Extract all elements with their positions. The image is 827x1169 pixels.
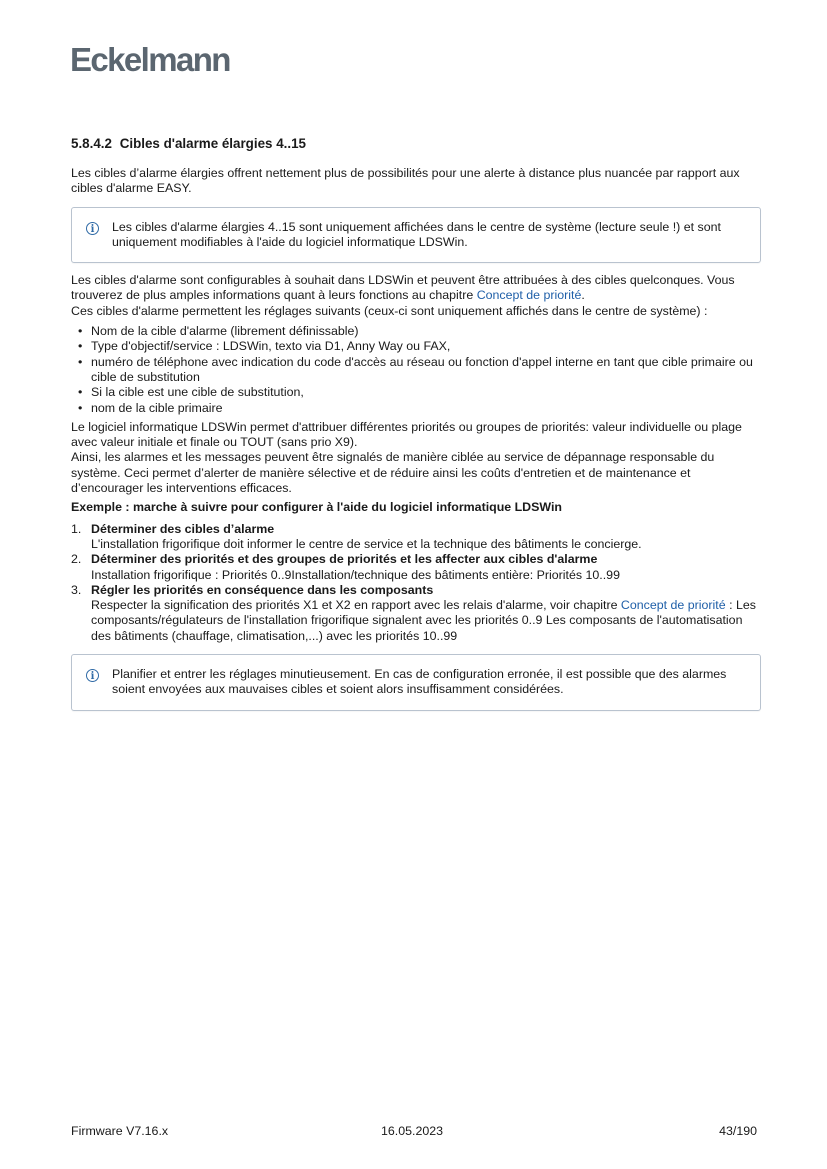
concept-priority-link[interactable]: Concept de priorité — [476, 288, 582, 303]
step-text: L'installation frigorifique doit informer le centre de service et la technique des bâtiments le concierge. — [91, 536, 642, 551]
step-number: 1. — [71, 521, 82, 536]
info-note-text: Les cibles d'alarme élargies 4..15 sont uniquement affichées dans le centre de système (lecture seule !) et sont uniquement modifiables à l'aide du logiciel informatique LDSWin. — [112, 219, 721, 249]
alarms-paragraph: Ainsi, les alarmes et les messages peuvent être signalés de manière ciblée au service de dépannage responsable du système. Ceci permet d’alerter de manière sélective et de réduire ainsi les coûts d'entretien et de maintenance et d’encourager les interventions efficaces. — [71, 450, 715, 496]
warning-note — [71, 654, 761, 711]
step-item — [71, 521, 761, 553]
priorities-paragraph: Le logiciel informatique LDSWin permet d'attribuer différentes priorités ou groupes de priorités: valeur individuelle ou plage avec valeur initiale et finale ou TOUT (sans prio X9). — [71, 419, 742, 450]
step-title: Déterminer des cibles d’alarme — [91, 521, 275, 536]
step-item — [71, 582, 761, 644]
step-title: Déterminer des priorités et des groupes de priorités et les affecter aux cibles d'alarme — [91, 552, 598, 567]
step-text — [91, 598, 761, 644]
step-text: Installation frigorifique : Priorités 0..9Installation/technique des bâtiments entière: Priorités 10..99 — [91, 567, 620, 582]
step-number: 2. — [71, 552, 82, 567]
info-note — [71, 207, 761, 264]
list-item: • Si la cible est une cible de substitution, — [91, 385, 761, 400]
example-heading: Exemple : marche à suivre pour configurer à l'aide du logiciel informatique LDSWin — [71, 500, 562, 515]
section-heading — [71, 136, 761, 152]
list-item: • numéro de téléphone avec indication du code d'accès au réseau ou fonction d'appel interne en tant que cible primaire ou cible de substitution — [91, 355, 761, 386]
config-text: Les cibles d'alarme sont configurables à souhait dans LDSWin et peuvent être attribuées à des cibles quelconques. Vous trouverez de plus amples informations quant à leurs fonctions au chapitre — [71, 273, 735, 303]
eckelmann-logo: Eckelmann — [70, 41, 230, 78]
section-number: 5.8.4.2 — [71, 136, 112, 151]
list-item: • nom de la cible primaire — [91, 401, 761, 416]
step-text-part: : Les composants/régulateurs de l'installation frigorifique signalent avec les priorités 0..9 Les composants de l'automatisation des bâtiments (chauffage, climatisation,...) avec les priorités 10..99 — [91, 598, 756, 643]
page-content — [71, 136, 761, 721]
list-item: • Nom de la cible d'alarme (librement définissable) — [91, 324, 761, 339]
firmware-version: Firmware V7.16.x — [71, 1124, 169, 1138]
warning-note-text: Planifier et entrer les réglages minutieusement. En cas de configuration erronée, il est possible que des alarmes soient envoyées aux mauvaises cibles et soient alors insuffisamment considérées. — [112, 667, 727, 697]
page-number: 43/190 — [719, 1124, 757, 1138]
document-date: 16.05.2023 — [381, 1124, 444, 1138]
info-icon: i — [86, 222, 99, 235]
info-icon: i — [86, 669, 99, 682]
settings-paragraph: Ces cibles d'alarme permettent les réglages suivants (ceux-ci sont uniquement affichés dans le centre de système) : — [71, 303, 708, 318]
step-number: 3. — [71, 582, 82, 597]
concept-priority-link[interactable]: Concept de priorité — [620, 598, 726, 613]
config-text-end: . — [581, 288, 585, 303]
section-title: Cibles d'alarme élargies 4..15 — [119, 136, 306, 151]
step-item — [71, 552, 761, 583]
list-item: • Type d'objectif/service : LDSWin, texto via D1, Anny Way ou FAX, — [91, 339, 761, 354]
intro-paragraph: Les cibles d’alarme élargies offrent nettement plus de possibilités pour une alerte à distance plus nuancée par rapport aux cibles d'alarme EASY. — [71, 166, 740, 196]
settings-list — [71, 324, 761, 416]
steps-list — [71, 522, 761, 644]
step-title: Régler les priorités en conséquence dans les composants — [91, 582, 434, 597]
step-text-part: Respecter la signification des priorités X1 et X2 en rapport avec les relais d'alarme, voir chapitre — [91, 598, 621, 613]
config-paragraph — [71, 273, 761, 304]
